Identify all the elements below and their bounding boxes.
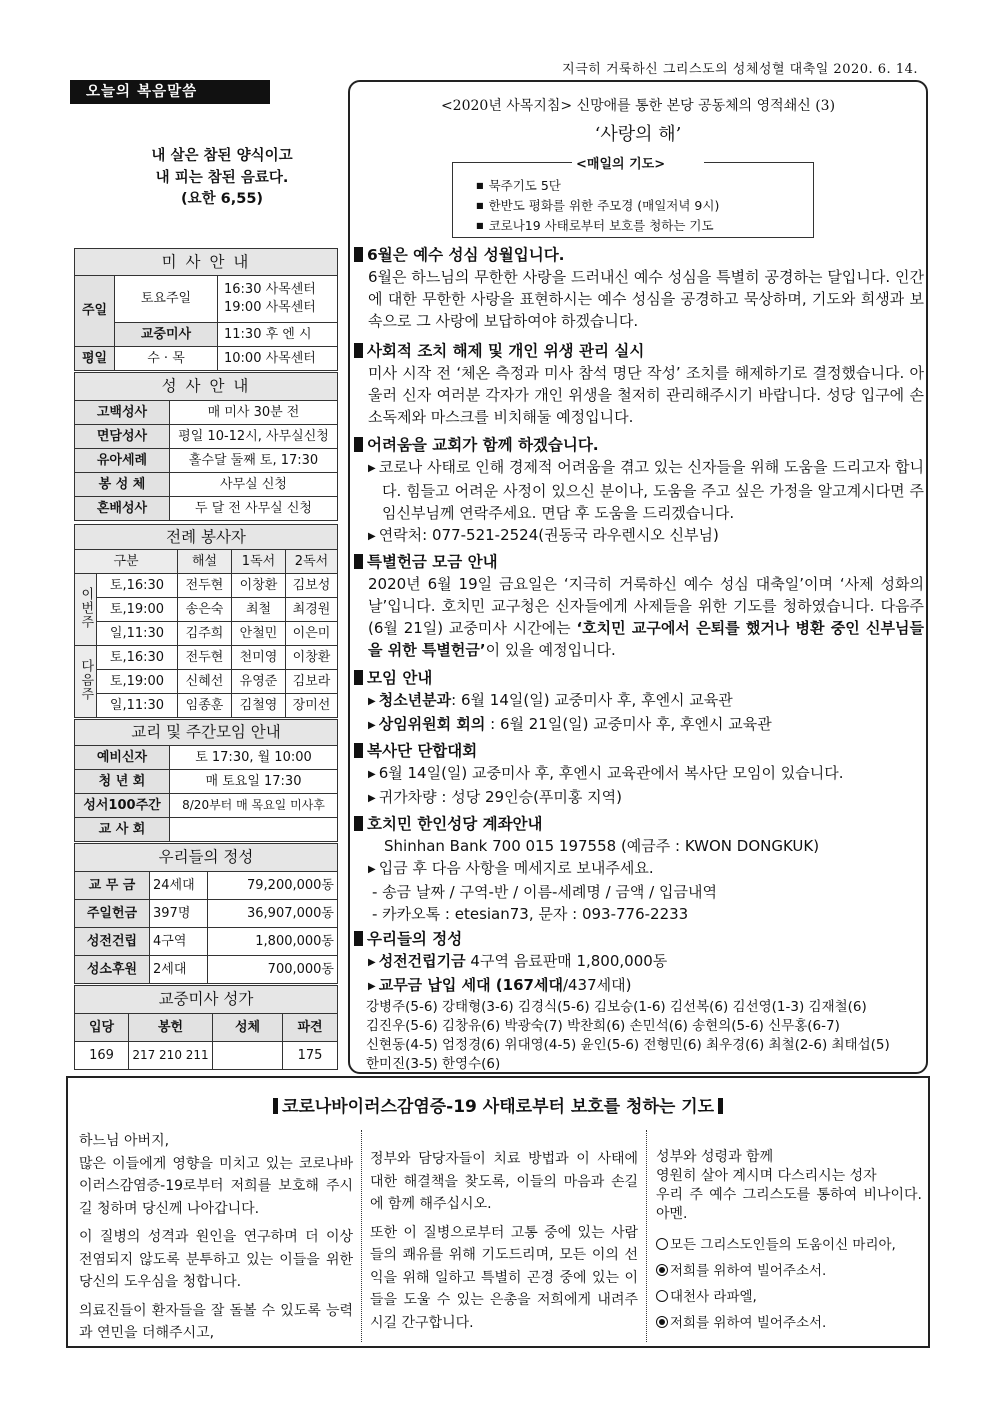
sacraments-table: 성 사 안 내 고백성사 매 미사 30분 전 면담성사 평일 10-12시, 사무실신청 유아세례 홀수달 둘째 토, 17:30 봉 성 체 사무실 신청 혼배성사 두 달 전 사무실 신청 <box>74 372 338 521</box>
section-marker-icon <box>354 437 363 452</box>
mass-table: 미 사 안 내 주일 토요주일 16:30 사목센터 19:00 사목센터 교중미사 11:30 후 엔 시 평일 수 · 목 10:00 사목센터 <box>74 248 338 371</box>
square-bullet-icon: ■ <box>476 181 484 190</box>
section-marker-icon <box>354 931 363 946</box>
open-circle-icon <box>656 1238 668 1250</box>
section-marker-icon <box>354 743 363 758</box>
filled-circle-icon <box>656 1316 668 1328</box>
notice-hygiene: 사회적 조치 해제 및 개인 위생 관리 실시 미사 시작 전 ‘체온 측정과 미사 참석 명단 작성’ 조치를 해제하기로 결정했습니다. 아울러 신자 여러분 각자가 개인 위생을 철저히 관리해주시기 바랍니다. 성당 입구에 손소독제와 마스크를 비치해둘 예정입니다. <box>354 340 924 428</box>
notice-support: 어려움을 교회가 함께 하겠습니다. ▶ 코로나 사태로 인해 경제적 어려움을 겪고 있는 신자들을 위해 도움을 드리고자 합니다. 힘들고 어려운 사정이 있으신 분이나, 도움을 주고 싶은 가정을 알고계시다면 주임신부님께 연락주세요. 면담 후 도움을 드리겠습니다. ▶ 연락처: 077-521-2524(권동국 라우렌시오 신부님) <box>354 434 924 548</box>
notice-special-collection: 특별헌금 모금 안내 2020년 6월 19일 금요일은 ‘지극히 거룩하신 예수 성심 대축일’이며 ‘사제 성화의 날’입니다. 호치민 교구청은 신자들에게 사제들을 위한 기도를 청하였습니다. 다음주(6월 21일) 교중미사 시간에는 ‘호치민 교구에서 은퇴를 했거나 병환 중인 신부님들을 위한 특별헌금’이 있을 예정입니다. <box>354 551 924 661</box>
notice-altar-servers: 복사단 단합대회 ▶ 6월 14일(일) 교중미사 후, 후엔시 교육관에서 복사단 모임이 있습니다. ▶ 귀가차량 : 성당 29인승(푸미홍 지역) <box>354 740 924 810</box>
triangle-bullet-icon: ▶ <box>368 720 376 731</box>
date-line: 지극히 거룩하신 그리스도의 성체성혈 대축일 2020. 6. 14. <box>562 62 918 77</box>
covid-prayer-title: 코로나바이러스감염증-19 사태로부터 보호를 청하는 기도 <box>66 1092 930 1117</box>
pastoral-title: <2020년 사목지침> 신망애를 통한 본당 공동체의 영적쇄신 (3) <box>440 98 836 114</box>
offering-table: 우리들의 정성 교 무 금 24세대 79,200,000동 주일헌금 397명 36,907,000동 성전건립 4구역 1,800,000동 성소후원 2세대 700,000동 <box>74 843 338 984</box>
mass-title: 미 사 안 내 <box>75 249 338 276</box>
daily-prayer-title: <매일의 기도> <box>576 157 666 172</box>
notice-sacred-heart: 6월은 예수 성심 성월입니다. 6월은 하느님의 무한한 사랑을 드러내신 예수 성심을 특별히 공경하는 달입니다. 인간에 대한 무한한 사랑을 표현하시는 예수 성심을 공경하고 묵상하며, 기도와 희생과 보속으로 그 사랑에 보답하여야 하겠습니다. <box>354 244 924 332</box>
section-marker-icon <box>354 554 363 569</box>
triangle-bullet-icon: ▶ <box>368 463 376 474</box>
square-bullet-icon: ■ <box>476 201 484 210</box>
triangle-bullet-icon: ▶ <box>368 864 376 875</box>
hymns-table: 교중미사 성가 입당 봉헌 성체 파견 169 217 210 211 175 <box>74 985 338 1070</box>
notice-bank-account: 호치민 한인성당 계좌안내 Shinhan Bank 700 015 197558 (예금주 : KWON DONGKUK) ▶ 입금 후 다음 사항을 메세지로 보내주세요. - 송금 날짜 / 구역-반 / 이름-세례명 / 금액 / 입금내역 - 카카오톡 : etesian73, 문자 : 093-776-2233 <box>354 813 924 925</box>
bank-account-number: Shinhan Bank 700 015 197558 (예금주 : KWON DONGKUK) <box>384 837 820 855</box>
prayer-item: ■ 묵주기도 5단 <box>476 178 561 193</box>
prayer-column-3: 성부와 성령과 함께 영원히 살아 계시며 다스리시는 성자 우리 주 예수 그리스도를 통하여 비나이다. 아멘. 모든 그리스도인들의 도움이신 마리아, 저희를 위하여 빌어주소서. 대천사 라파엘, 저희를 위하여 빌어주소서. <box>656 1149 922 1331</box>
section-marker-icon <box>354 816 363 831</box>
gospel-quote: 내 살은 참된 양식이고 내 피는 참된 음료다. (요한 6,55) <box>151 148 293 207</box>
prayer-item: ■ 코로나19 사태로부터 보호를 청하는 기도 <box>476 218 714 233</box>
notice-offerings: 우리들의 정성 ▶ 성전건립기금 4구역 음료판매 1,800,000동 ▶ 교무금 납입 세대 (167세대/437세대) 강병주(5-6) 강태형(3-6) 김경식(5-6) 김보승(1-6) 김선복(6) 김선영(1-3) 김재철(6) 김진우(5-6) 김창유(6) 박광숙(7) 박찬희(6) 손민석(6) 송현의(5-6) 신무홍(6-7) 신현동(4-5) 엄정경(6) 위대영(4-5) 윤인(5-6) 전형민(6) 최우경(6) 최철(2-6) 최태섭(5) 한미진(3-5) 한영수(6) <box>354 928 924 1074</box>
triangle-bullet-icon: ▶ <box>368 769 376 780</box>
triangle-bullet-icon: ▶ <box>368 957 376 968</box>
triangle-bullet-icon: ▶ <box>368 531 376 542</box>
filled-circle-icon <box>656 1264 668 1276</box>
section-marker-icon <box>354 670 363 685</box>
section-marker-icon <box>354 343 363 358</box>
notice-meetings: 모임 안내 ▶ 청소년분과: 6월 14일(일) 교중미사 후, 후엔시 교육관 ▶ 상임위원회 회의 : 6월 21일(일) 교중미사 후, 후엔시 교육관 <box>354 667 924 737</box>
prayer-item: ■ 한반도 평화를 위한 주모경 (매일저녁 9시) <box>476 198 720 213</box>
gospel-title: 오늘의 복음말씀 <box>70 80 270 104</box>
triangle-bullet-icon: ▶ <box>368 981 376 992</box>
triangle-bullet-icon: ▶ <box>368 696 376 707</box>
prayer-column-1: 하느님 아버지, 많은 이들에게 영향을 미치고 있는 코로나바이러스감염증-19로부터 저희를 보호해 주시길 청하며 당신께 나아갑니다. 이 질병의 성격과 원인을 연구하며 더 이상 전염되지 않도록 분투하고 있는 이들을 위한 당신의 도우심을 청합니다. 의료진들이 환자들을 잘 돌볼 수 있도록 능력과 연민을 더해주시고, <box>79 1133 353 1341</box>
triangle-bullet-icon: ▶ <box>368 793 376 804</box>
prayer-column-2: 정부와 담당자들이 치료 방법과 이 사태에 대한 해결책을 찾도록, 이들의 마음과 손길에 함께 해주십시오. 또한 이 질병으로부터 고통 중에 있는 사람들의 쾌유를 위해 기도드리며, 모든 이의 선익을 위해 일하고 특별히 곤경 중에 있는 이들을 도울 수 있는 은총을 저희에게 내려주시길 간구합니다. <box>370 1151 638 1331</box>
square-bullet-icon: ■ <box>476 221 484 230</box>
catechism-table: 교리 및 주간모임 안내 예비신자 토 17:30, 월 10:00 청 년 회 매 토요일 17:30 성서100주간 8/20부터 매 목요일 미사후 교 사 회 <box>74 719 338 842</box>
open-circle-icon <box>656 1290 668 1302</box>
pastoral-subtitle: ‘사랑의 해’ <box>594 124 682 145</box>
section-marker-icon <box>354 247 363 262</box>
servers-table: 전례 봉사자 구분 해설 1독서 2독서 이번주 토,16:30 전두현 이창환 김보성 토,19:00 송은숙 최철 최경원 일,11:30 김주희 안철민 이은미 다음주 토,16:30 전두현 천미영 이창환 토,19:00 신혜선 유영준 김보라 일,11:30 임종훈 김철영 장미선 <box>74 524 338 718</box>
